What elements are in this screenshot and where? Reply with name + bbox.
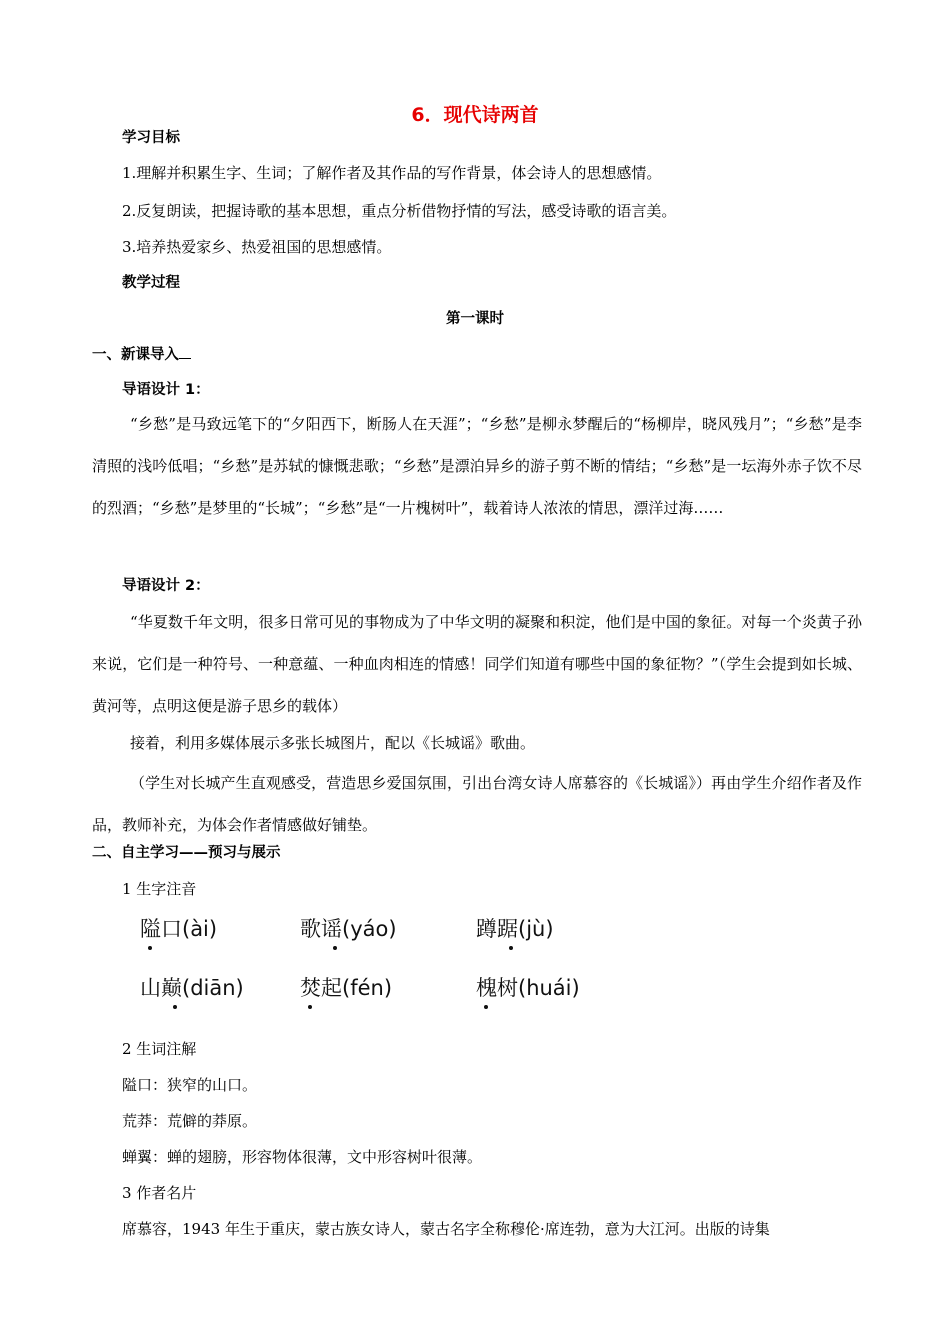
vocab-item: 蝉翼：蝉的翅膀，形容物体很薄，文中形容树叶很薄。	[122, 1148, 483, 1166]
intro2-paragraph: “华夏数千年文明，很多日常可见的事物成为了中华文明的凝聚和积淀，他们是中国的象征。对每一个炎黄子孙来说，它们是一种符号、一种意蕴、一种血肉相连的情感！同学们知道有哪些中国的象征物？”（学生会提到如长城、黄河等，点明这便是游子思乡的载体）	[92, 613, 862, 715]
emphasis-dot	[509, 946, 513, 950]
pinyin-entry: 蹲踞(jù)	[476, 915, 554, 943]
section2-heading: 二、自主学习——预习与展示	[92, 845, 281, 861]
emphasis-dot	[333, 946, 337, 950]
emphasis-dot	[308, 1005, 312, 1009]
vocab-item: 荒莽：荒僻的莽原。	[122, 1112, 258, 1130]
pinyin-entry: 槐树(huái)	[476, 974, 580, 1002]
vocab-item: 隘口：狭窄的山口。	[122, 1076, 258, 1094]
goals-heading: 学习目标	[122, 130, 180, 146]
underline-mark	[179, 348, 191, 359]
author-heading: 3 作者名片	[122, 1184, 197, 1202]
intro1-paragraph: “乡愁”是马致远笔下的“夕阳西下，断肠人在天涯”；“乡愁”是柳永梦醒后的“杨柳岸，晓风残月”；“乡愁”是李清照的浅吟低唱；“乡愁”是苏轼的慷慨悲歌；“乡愁”是漂泊异乡的游子剪不断的情结；“乡愁”是一坛海外赤子饮不尽的烈酒；“乡愁”是梦里的“长城”；“乡愁”是“一片槐树叶”，载着诗人浓浓的情思，漂洋过海……	[92, 415, 862, 517]
pinyin-entry: 焚起(fén)	[300, 974, 392, 1002]
goal-item: 1.理解并积累生字、生词；了解作者及其作品的写作背景，体会诗人的思想感情。	[122, 164, 662, 182]
goal-item: 3.培养热爱家乡、热爱祖国的思想感情。	[122, 238, 392, 256]
author-text: 席慕容，1943 年生于重庆，蒙古族女诗人，蒙古名字全称穆伦·席连勃，意为大江河。出版的诗集	[122, 1220, 770, 1238]
intro2-heading: 导语设计 2：	[122, 578, 210, 594]
vocab-heading: 2 生词注解	[122, 1040, 197, 1058]
intro2-note: （学生对长城产生直观感受，营造思乡爱国氛围，引出台湾女诗人席慕容的《长城谣》）再由学生介绍作者及作品，教师补充，为体会作者情感做好铺垫。	[92, 774, 862, 834]
section1-heading: 一、新课导入	[92, 345, 191, 365]
lesson-heading: 第一课时	[446, 311, 504, 327]
pinyin-entry: 隘口(ài)	[140, 915, 217, 943]
pinyin-entry: 歌谣(yáo)	[300, 915, 397, 943]
intro1-heading: 导语设计 1：	[122, 382, 210, 398]
intro2-next: 接着，利用多媒体展示多张长城图片，配以《长城谣》歌曲。	[130, 734, 536, 752]
emphasis-dot	[148, 946, 152, 950]
emphasis-dot	[173, 1005, 177, 1009]
document-title: 6．现代诗两首	[411, 104, 539, 126]
goal-item: 2.反复朗读，把握诗歌的基本思想，重点分析借物抒情的写法，感受诗歌的语言美。	[122, 202, 677, 220]
process-heading: 教学过程	[122, 275, 180, 291]
pinyin-heading: 1 生字注音	[122, 880, 197, 898]
emphasis-dot	[484, 1005, 488, 1009]
pinyin-entry: 山巅(diān)	[140, 974, 244, 1002]
